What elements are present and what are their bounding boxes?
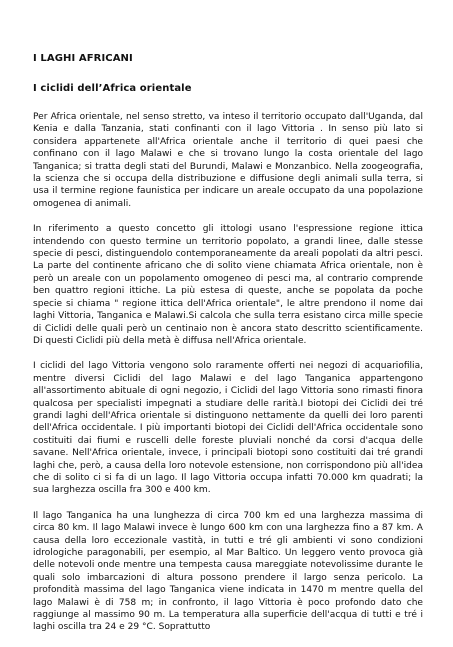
document-title: I LAGHI AFRICANI [33,53,133,64]
document-body [33,53,423,647]
paragraph-2: In riferimento a questo concetto gli ittologi usano l'espressione regione ittica intendendo con questo termine un territorio popolato, a grandi linee, dalle stesse specie di pesci, distinguendolo contemporaneamente da areali popolati da altri pesci. La parte del continente africano che di solito viene chiamata Africa orientale, non è però un areale con un popolamento omogeneo di pesci ma, al contrario comprende ben quattro regioni ittiche. La più estesa di queste, anche se popolata da poche specie si chiama " regione ittica dell'Africa orientale", le altre prendono il nome dai laghi Vittoria, Tanganica e Malawi.Si calcola che sulla terra esistano circa mille specie di Ciclidi delle quali però un centinaio non è ancora stato descritto scientificamente. Di questi Ciclidi più della metà è diffusa nell'Africa orientale. [33,224,423,346]
paragraph-3: I ciclidi del lago Vittoria vengono solo raramente offerti nei negozi di acquariofilia, mentre diversi Ciclidi del lago Malawi e del lago Tanganica appartengono all'assortimento abituale di ogni negozio, i Ciclidi del lago Vittoria sono rimasti finora qualcosa per specialisti impegnati a studiare delle rarità.I biotopi dei Ciclidi dei tré grandi laghi dell'Africa orientale si distinguono nettamente da quelli dei loro parenti dell'Africa occidentale. I più importanti biotopi dei Ciclidi dell'Africa occidentale sono costituiti dai fiumi e ruscelli delle foreste pluviali nonché da corsi d'acqua delle savane. Nell'Africa orientale, invece, i principali biotopi sono costituiti dai tré grandi laghi che, però, a causa della loro notevole estensione, non corrispondono più all'idea che di solito ci si fa di un lago. Il lago Vittoria occupa infatti 70.000 km quadrati; la sua larghezza oscilla fra 300 e 400 km. [33,361,423,496]
document-subtitle: I ciclidi dell’Africa orientale [33,83,192,94]
paragraph-4: Il lago Tanganica ha una lunghezza di circa 700 km ed una larghezza massima di circa 80 km. Il lago Malawi invece è lungo 600 km con una larghezza fino a 87 km. A causa della loro eccezionale vastità, in tutti e tré gli ambienti vi sono condizioni idrologiche paragonabili, per esempio, al Mar Baltico. Un leggero vento provoca già delle notevoli onde mentre una tempesta causa mareggiate notevolissime durante le quali solo imbarcazioni di altura possono prendere il largo senza pericolo. La profondità massima del lago Tanganica viene indicata in 1470 m mentre quella del lago Malawi è di 758 m; in confronto, il lago Vittoria è poco profondo dato che raggiunge al massimo 90 m. La temperatura alla superficie dell'acqua di tutti e tré i laghi oscilla tra 24 e 29 °C. Soprattutto [33,510,423,633]
paragraph-1: Per Africa orientale, nel senso stretto, va inteso il territorio occupato dall'Uganda, dal Kenia e dalla Tanzania, stati confinanti con il lago Vittoria . In senso più lato si considera appartenete all'Africa orientale anche il territorio di quei paesi che confinano con il lago Malawi e che si trovano lungo la costa orientale del lago Tanganica; si tratta degli stati del Burundi, Malawi e Monzanbico. Nella zoogeografia, la scienza che si occupa della distribuzione e diffusione degli animali sulla terra, si usa il termine regione faunistica per indicare un areale occupato da una popolazione omogenea di animali. [33,112,423,209]
